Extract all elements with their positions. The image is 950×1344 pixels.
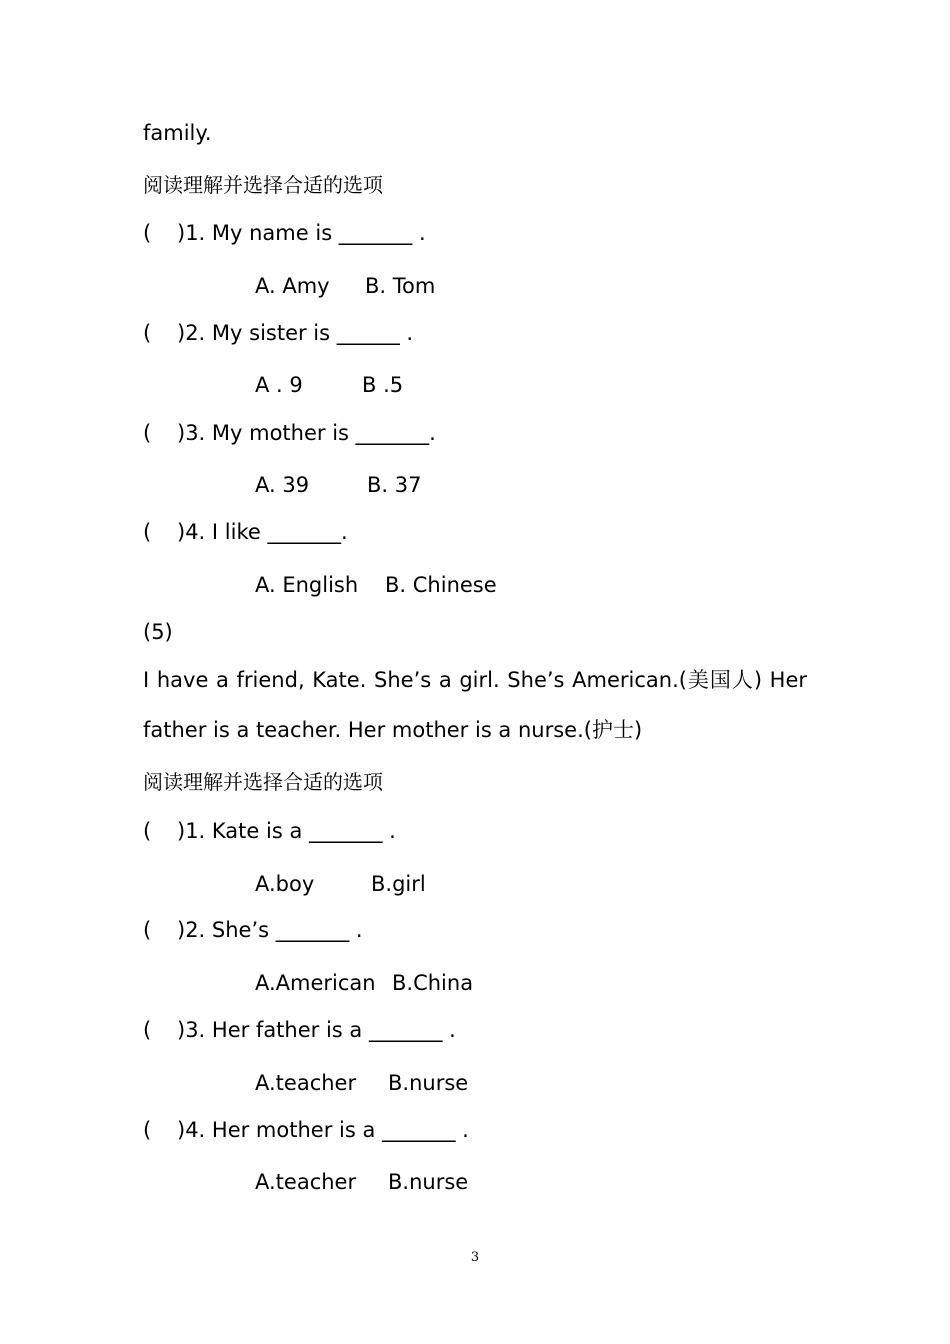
option-b: B. Chinese: [385, 573, 497, 597]
instruction-text: 阅读理解并选择合适的选项: [143, 770, 383, 794]
option-b: B.nurse: [388, 1170, 469, 1194]
question-text: )3. My mother is _______.: [177, 421, 436, 445]
option-b: B .5: [362, 373, 404, 397]
question-text: )2. She’s _______ .: [177, 918, 363, 942]
answer-paren: (: [143, 221, 152, 245]
options-row: [255, 273, 435, 299]
option-b: B. Tom: [365, 274, 436, 298]
question-item: [143, 519, 348, 545]
answer-paren: (: [143, 421, 152, 445]
option-b: B. 37: [367, 473, 422, 497]
options-row: [255, 472, 421, 498]
question-text: )4. I like _______.: [177, 520, 348, 544]
question-item: [143, 420, 436, 446]
option-b: B.girl: [371, 872, 426, 896]
option-a: A.boy: [255, 872, 315, 896]
option-b: B.China: [392, 971, 474, 995]
passage-tail: family.: [143, 121, 212, 145]
option-a: A. English: [255, 573, 359, 597]
question-item: [143, 917, 363, 943]
question-text: )2. My sister is ______ .: [177, 321, 414, 345]
question-text: )3. Her father is a _______ .: [177, 1018, 456, 1042]
question-item: [143, 1117, 469, 1143]
question-text: )1. My name is _______ .: [177, 221, 426, 245]
question-item: [143, 220, 426, 246]
question-text: )1. Kate is a _______ .: [177, 819, 396, 843]
answer-paren: (: [143, 819, 152, 843]
answer-paren: (: [143, 1018, 152, 1042]
option-a: A. 39: [255, 473, 310, 497]
option-a: A. Amy: [255, 274, 330, 298]
instruction-text: 阅读理解并选择合适的选项: [143, 173, 383, 197]
question-item: [143, 320, 413, 346]
section-heading: (5): [143, 620, 173, 644]
question-item: [143, 1017, 456, 1043]
answer-paren: (: [143, 520, 152, 544]
options-row: [255, 1169, 468, 1195]
passage-line: I have a friend, Kate. She’s a girl. She’s American.(美国人) Her: [143, 668, 807, 692]
answer-paren: (: [143, 1118, 152, 1142]
options-row: [255, 572, 497, 598]
page-number: 3: [470, 1250, 480, 1265]
option-a: A . 9: [255, 373, 303, 397]
question-text: )4. Her mother is a _______ .: [177, 1118, 469, 1142]
option-a: A.teacher: [255, 1170, 357, 1194]
options-row: [255, 970, 473, 996]
options-row: [255, 1070, 468, 1096]
question-item: [143, 818, 396, 844]
passage-line: father is a teacher. Her mother is a nurse.(护士): [143, 718, 643, 742]
option-b: B.nurse: [388, 1071, 469, 1095]
options-row: [255, 372, 403, 398]
options-row: [255, 871, 426, 897]
option-a: A.teacher: [255, 1071, 357, 1095]
option-a: A.American: [255, 971, 376, 995]
answer-paren: (: [143, 918, 152, 942]
answer-paren: (: [143, 321, 152, 345]
